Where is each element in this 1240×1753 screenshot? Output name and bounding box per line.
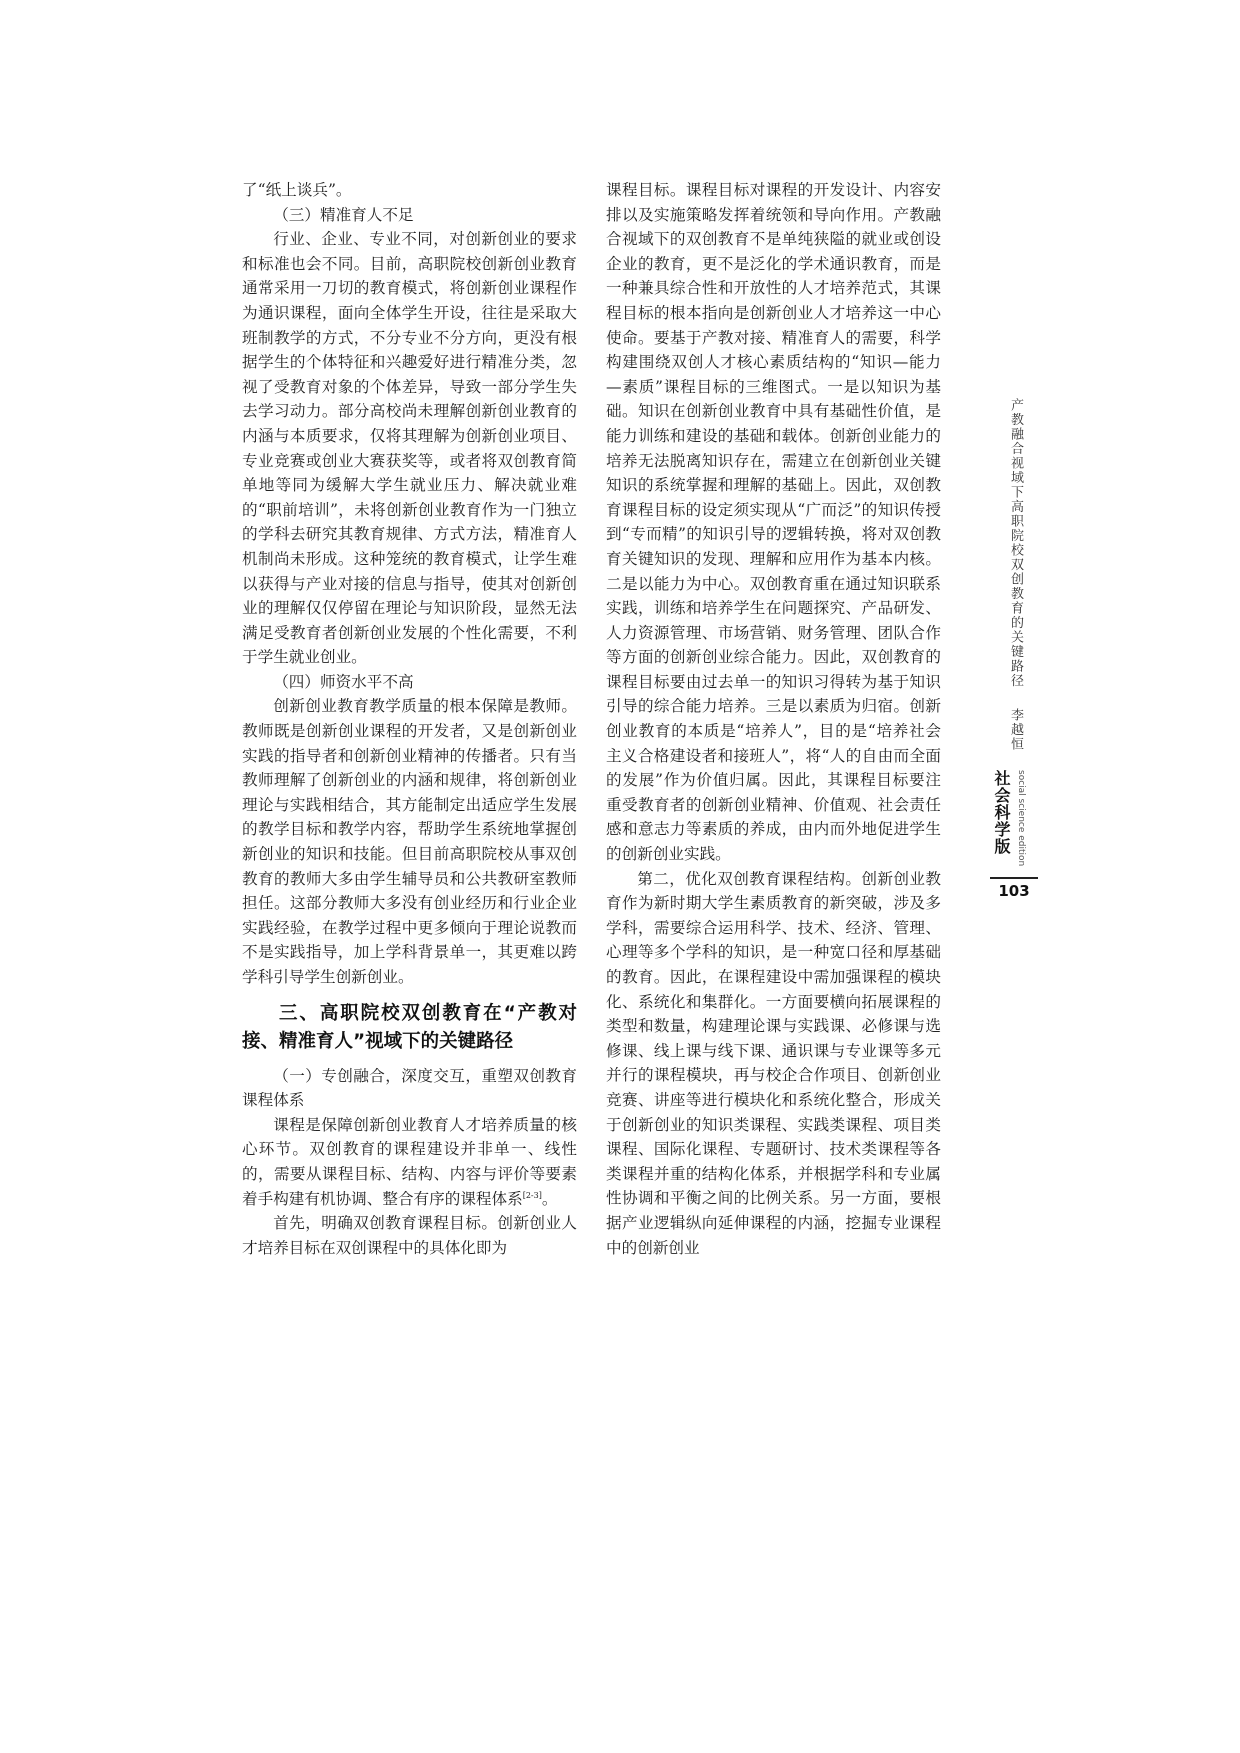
running-title-text: 产教融合视域下高职院校双创教育的关键路径	[1008, 398, 1023, 688]
section-name: 社会科学版	[992, 770, 1011, 855]
paragraph: 课程目标。课程目标对课程的开发设计、内容安排以及实施策略发挥着统领和导向作用。产教融合视域下的双创教育不是单纯狭隘的就业或创设企业的教育，更不是泛化的学术通识教育，而是一种兼具综合性和开放性的人才培养范式，其课程目标的根本指向是创新创业人才培养这一中心使命。要基于产教对接、精准育人的需要，科学构建围绕双创人才核心素质结构的“知识—能力—素质”课程目标的三维图式。一是以知识为基础。知识在创新创业教育中具有基础性价值，是能力训练和建设的基础和载体。创新创业能力的培养无法脱离知识存在，需建立在创新创业关键知识的系统掌握和理解的基础上。因此，双创教育课程目标的设定须实现从“广而泛”的知识传授到“专而精”的知识引导的逻辑转换，将对双创教育关键知识的发现、理解和应用作为基本内核。二是以能力为中心。双创教育重在通过知识联系实践，训练和培养学生在问题探究、产品研发、人力资源管理、市场营销、财务管理、团队合作等方面的创新创业综合能力。因此，双创教育的课程目标要由过去单一的知识习得转为基于知识引导的综合能力培养。三是以素质为归宿。创新创业教育的本质是“培养人”，目的是“培养社会主义合格建设者和接班人”，将“人的自由而全面的发展”作为价值归属。因此，其课程目标要注重受教育者的创新创业精神、价值观、社会责任感和意志力等素质的养成，由内而外地促进学生的创新创业实践。	[606, 181, 941, 864]
paragraph: 首先，明确双创教育课程目标。创新创业人才培养目标在双创课程中的具体化即为	[242, 1214, 577, 1257]
paragraph: 第二，优化双创教育课程结构。创新创业教育作为新时期大学生素质教育的新突破，涉及多学科，需要综合运用科学、技术、经济、管理、心理等多个学科的知识，是一种宽口径和厚基础的教育。因此，在课程建设中需加强课程的模块化、系统化和集群化。一方面要横向拓展课程的类型和数量，构建理论课与实践课、必修课与选修课、线上课与线下课、通识课与专业课等多元并行的课程模块，再与校企合作项目、创新创业竞赛、讲座等进行模块化和系统化整合，形成关于创新创业的知识类课程、实践类课程、项目类课程、国际化课程、专题研讨、技术类课程等各类课程并重的结构化体系，并根据学科和专业属性协调和平衡之间的比例关系。另一方面，要根据产业逻辑纵向延伸课程的内涵，挖掘专业课程中的创新创业	[606, 869, 941, 1257]
subheading: （一）专创融合，深度交互，重塑双创教育课程体系	[242, 1066, 577, 1110]
section-name-en: social science edition	[1016, 770, 1026, 867]
right-column	[606, 178, 941, 1260]
paragraph-text: 课程是保障创新创业教育人才培养质量的核心环节。双创教育的课程建设并非单一、线性的，需要从课程目标、结构、内容与评价等要素着手构建有机协调、整合有序的课程体系	[242, 1115, 577, 1208]
running-author: 李越恒	[1008, 707, 1023, 752]
section-heading: 三、高职院校双创教育在“产教对接、精准育人”视域下的关键路径	[242, 1002, 577, 1052]
divider	[990, 877, 1038, 879]
section-label	[990, 770, 1038, 880]
paragraph	[242, 1113, 577, 1211]
subheading: （三）精准育人不足	[273, 205, 414, 224]
paragraph: 行业、企业、专业不同，对创新创业的要求和标准也会不同。目前，高职院校创新创业教育通常采用一刀切的教育模式，将创新创业课程作为通识课程，面向全体学生开设，往往是采取大班制教学的方式，不分专业不分方向，更没有根据学生的个体特征和兴趣爱好进行精准分类，忽视了受教育对象的个体差异，导致一部分学生失去学习动力。部分高校尚未理解创新创业教育的内涵与本质要求，仅将其理解为创新创业项目、专业竞赛或创业大赛获奖等，或者将双创教育简单地等同为缓解大学生就业压力、解决就业难的“职前培训”，未将创新创业教育作为一门独立的学科去研究其教育规律、方式方法，精准育人机制尚未形成。这种笼统的教育模式，让学生难以获得与产业对接的信息与指导，使其对创新创业的理解仅仅停留在理论与知识阶段，显然无法满足受教育者创新创业发展的个性化需要，不利于学生就业创业。	[242, 230, 577, 667]
citation: [2-3]	[522, 1190, 542, 1200]
subheading: （四）师资水平不高	[273, 672, 414, 691]
paragraph: 创新创业教育教学质量的根本保障是教师。教师既是创新创业课程的开发者，又是创新创业实践的指导者和创新创业精神的传播者。只有当教师理解了创新创业的内涵和规律，将创新创业理论与实践相结合，其方能制定出适应学生发展的教学目标和教学内容，帮助学生系统地掌握创新创业的知识和技能。但目前高职院校从事双创教育的教师大多由学生辅导员和公共教研室教师担任。这部分教师大多没有创业经历和行业企业实践经验，在教学过程中更多倾向于理论说教而不是实践指导，加上学科背景单一，其更难以跨学科引导学生创新创业。	[242, 697, 577, 986]
paragraph: 了“纸上谈兵”。	[242, 181, 352, 199]
left-column	[242, 178, 577, 1260]
running-title	[1001, 398, 1025, 751]
page-number: 103	[998, 882, 1030, 900]
paragraph-end: 。	[541, 1189, 558, 1208]
